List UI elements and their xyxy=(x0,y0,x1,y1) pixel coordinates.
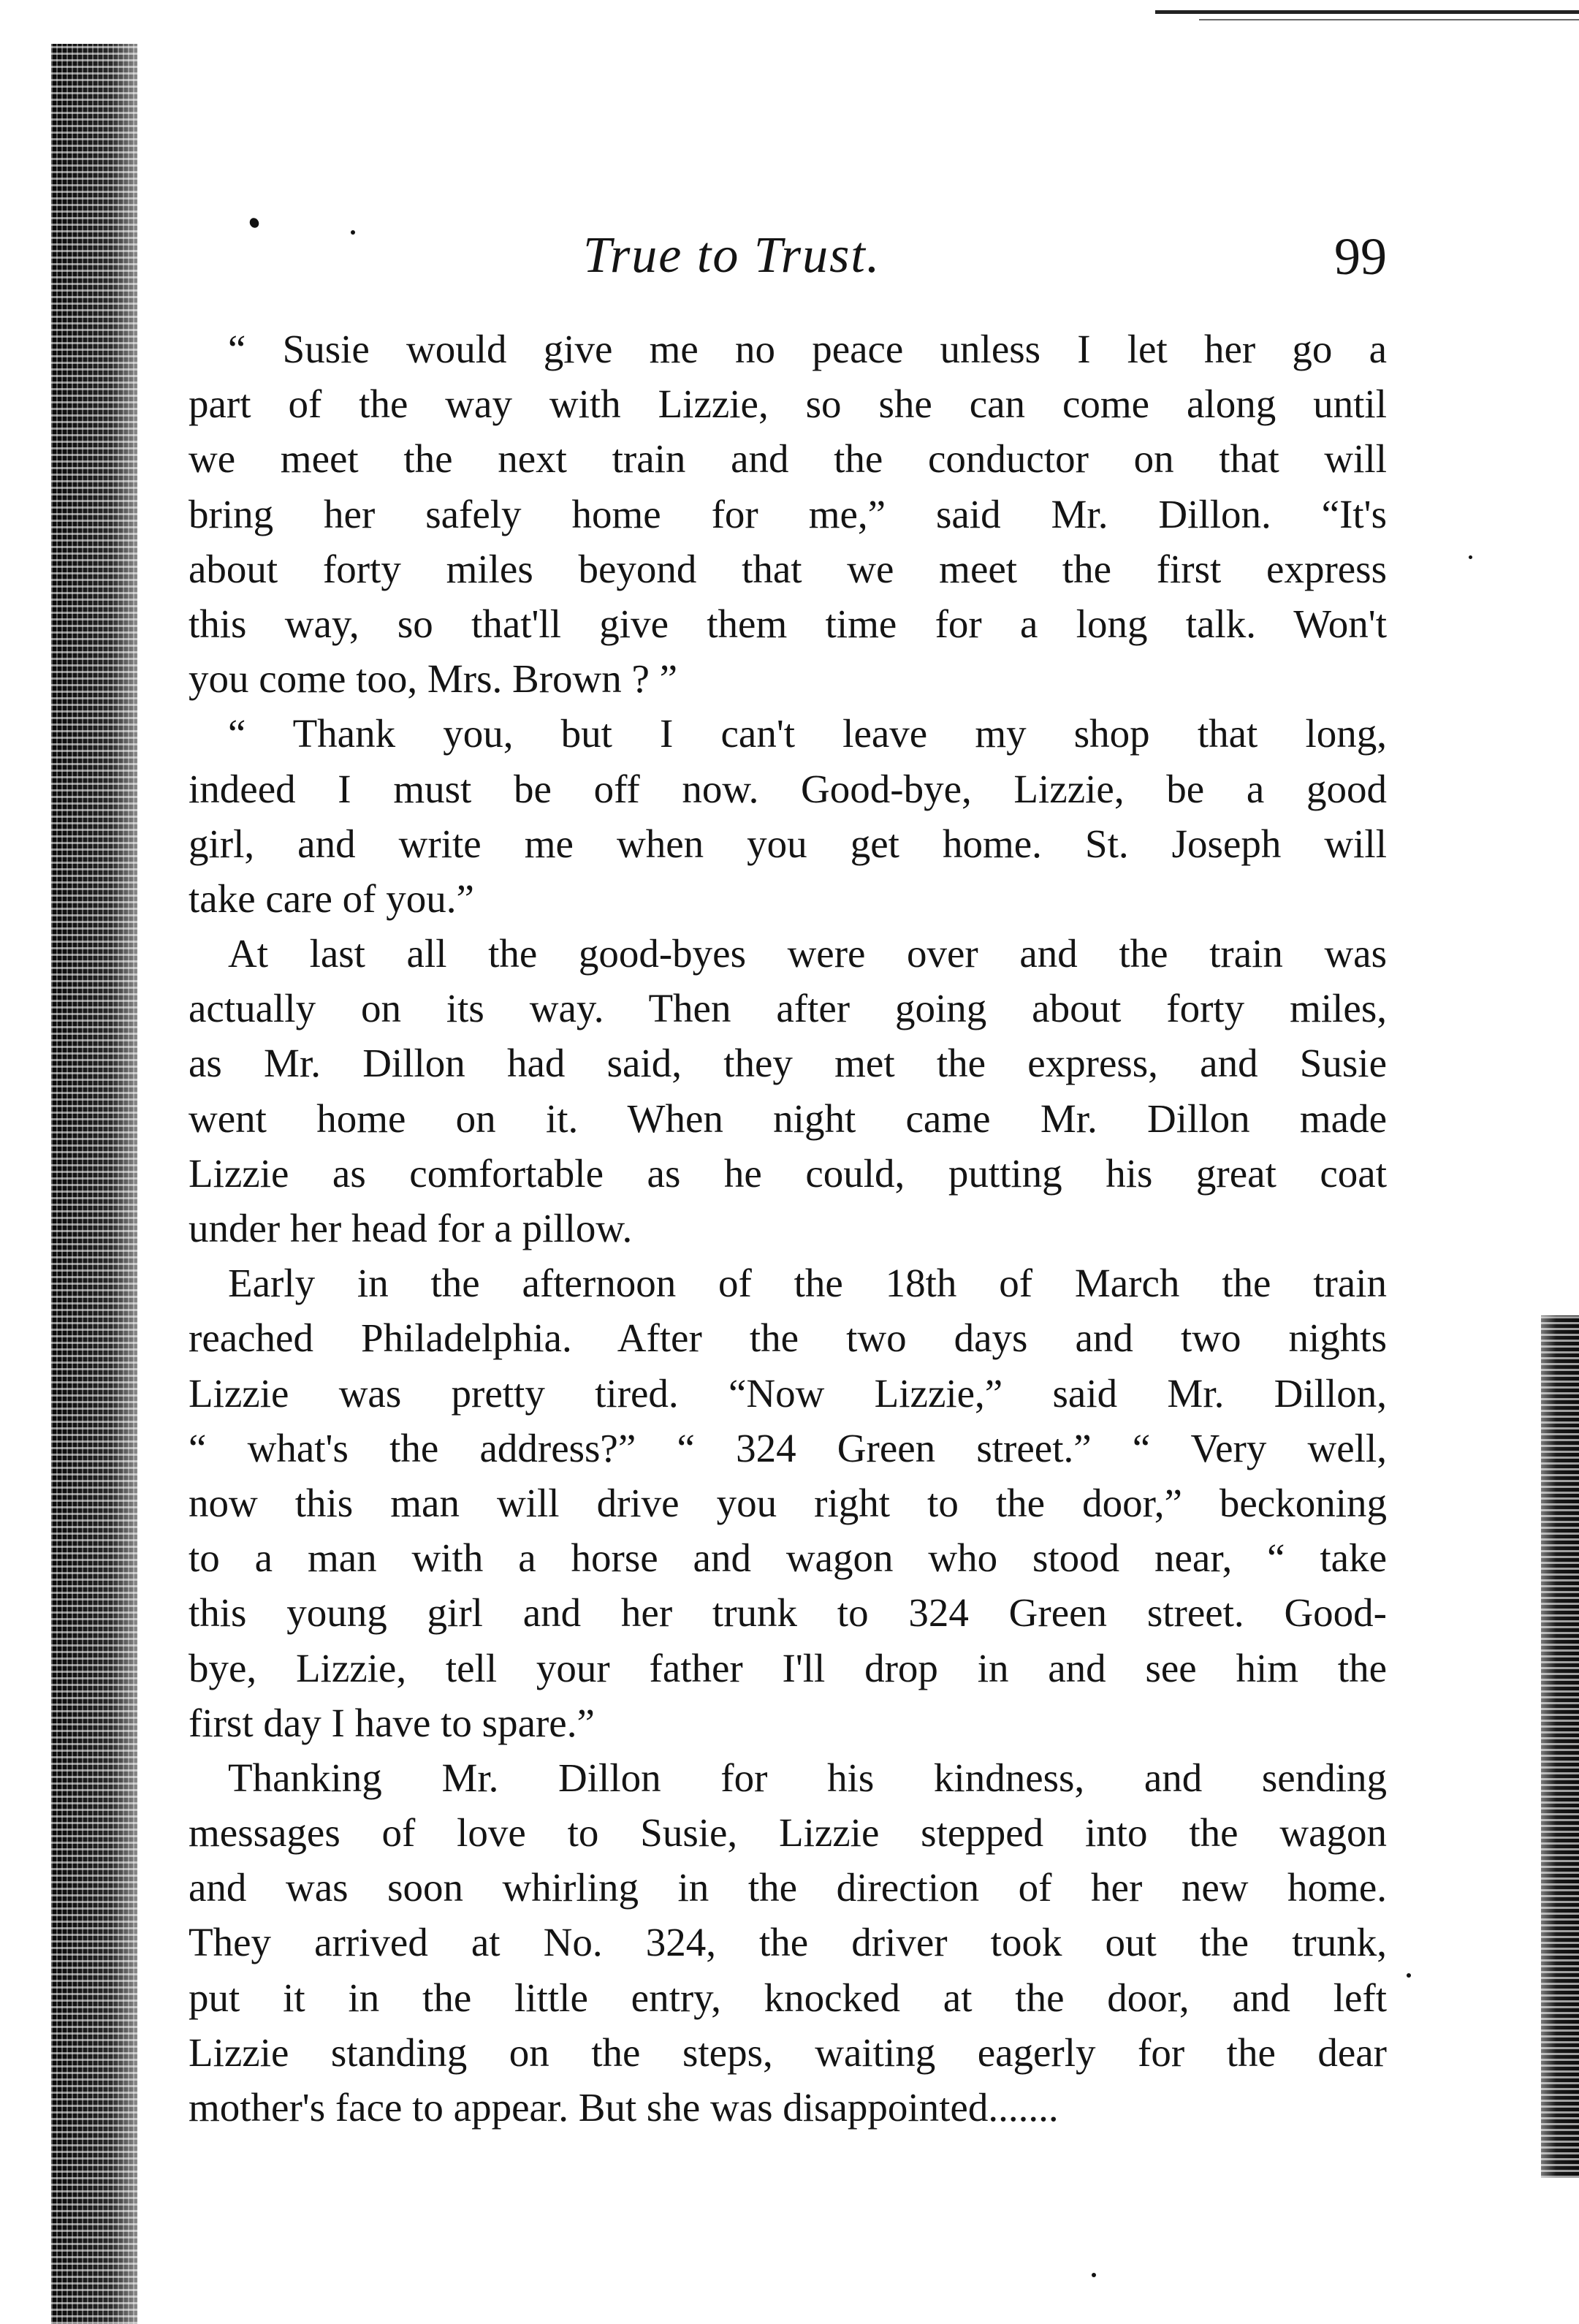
scan-top-rule xyxy=(1155,10,1579,14)
scan-top-rule-thin xyxy=(1199,19,1579,20)
text-line: as Mr. Dillon had said, they met the express, and Susie xyxy=(189,1041,1387,1086)
scanned-binding-edge xyxy=(51,44,137,2324)
scan-speck xyxy=(1092,2273,1096,2277)
text-line: take care of you.” xyxy=(189,876,474,921)
text-line: this way, so that'll give them time for a long talk. Won't xyxy=(189,601,1387,646)
paragraph xyxy=(189,322,1387,706)
page-number: 99 xyxy=(1334,227,1387,286)
text-line: bring her safely home for me,” said Mr. Dillon. “It's xyxy=(189,491,1387,536)
scan-speck xyxy=(1407,1973,1411,1978)
text-line: you come too, Mrs. Brown ? ” xyxy=(189,656,678,702)
paragraph xyxy=(189,1256,1387,1750)
text-line: went home on it. When night came Mr. Dillon made xyxy=(189,1095,1387,1141)
text-line: Lizzie was pretty tired. “Now Lizzie,” said Mr. Dillon, xyxy=(189,1370,1387,1416)
text-line: mother's face to appear. But she was disappointed....... xyxy=(189,2085,1059,2130)
text-line: Early in the afternoon of the 18th of March the train xyxy=(228,1261,1387,1306)
text-line: this young girl and her trunk to 324 Green street. Good- xyxy=(189,1590,1387,1636)
text-line: Thanking Mr. Dillon for his kindness, and sending xyxy=(228,1755,1387,1800)
text-line: about forty miles beyond that we meet the first express xyxy=(189,546,1387,591)
text-line: now this man will drive you right to the door,” beckoning xyxy=(189,1480,1387,1525)
scanned-page-edge xyxy=(1541,1315,1579,2178)
text-line: part of the way with Lizzie, so she can come along until xyxy=(189,381,1387,427)
text-line: “ Thank you, but I can't leave my shop that long, xyxy=(228,711,1387,756)
text-line: first day I have to spare.” xyxy=(189,1700,595,1745)
text-line: under her head for a pillow. xyxy=(189,1206,633,1250)
text-line: Lizzie standing on the steps, waiting eagerly for the dear xyxy=(189,2029,1387,2075)
text-line: and was soon whirling in the direction of her new home. xyxy=(189,1865,1387,1910)
text-line: They arrived at No. 324, the driver took out the trunk, xyxy=(189,1920,1387,1965)
text-line: indeed I must be off now. Good-bye, Lizzie, be a good xyxy=(189,766,1387,811)
text-line: we meet the next train and the conductor on that will xyxy=(189,436,1387,482)
text-line: Lizzie as comfortable as he could, putting his great coat xyxy=(189,1150,1387,1196)
text-line: messages of love to Susie, Lizzie stepped into the wagon xyxy=(189,1810,1387,1856)
page-header xyxy=(189,225,1387,305)
text-line: put it in the little entry, knocked at the door, and left xyxy=(189,1975,1387,2020)
text-line: At last all the good-byes were over and the train was xyxy=(228,931,1387,976)
paragraph xyxy=(189,926,1387,1256)
paragraph xyxy=(189,1750,1387,2135)
text-line: bye, Lizzie, tell your father I'll drop in and see him the xyxy=(189,1645,1387,1690)
text-line: actually on its way. Then after going about forty miles, xyxy=(189,986,1387,1031)
text-line: girl, and write me when you get home. St. Joseph will xyxy=(189,821,1387,866)
running-head: True to Trust. xyxy=(583,227,881,284)
text-line: “ what's the address?” “ 324 Green street.” “ Very well, xyxy=(189,1425,1387,1470)
text-line: “ Susie would give me no peace unless I let her go a xyxy=(228,327,1387,371)
body-text xyxy=(189,322,1387,2135)
text-line: to a man with a horse and wagon who stood near, “ take xyxy=(189,1535,1387,1581)
text-line: reached Philadelphia. After the two days and two nights xyxy=(189,1315,1387,1361)
paragraph xyxy=(189,706,1387,926)
scan-speck xyxy=(1469,555,1472,559)
